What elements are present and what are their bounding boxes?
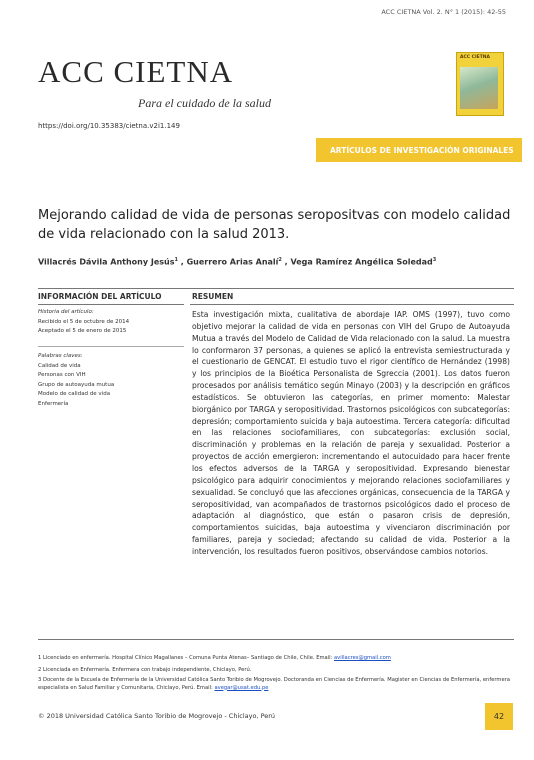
abstract-heading-rule bbox=[190, 304, 514, 305]
accepted-date: Aceptado el 5 de enero de 2015 bbox=[38, 328, 127, 334]
doi-link[interactable]: https://doi.org/10.35383/cietna.v2i1.149 bbox=[38, 122, 180, 130]
author-affiliation-mark: 2 bbox=[278, 257, 282, 263]
received-date: Recibido el 5 de octubre de 2014 bbox=[38, 318, 130, 325]
author-name: Villacrés Dávila Anthony Jesús bbox=[38, 257, 175, 267]
article-history bbox=[38, 308, 184, 337]
section-banner: ARTÍCULOS DE INVESTIGACIÓN ORIGINALES bbox=[316, 138, 522, 162]
keyword: Enfermería bbox=[38, 400, 69, 407]
keywords-block bbox=[38, 352, 184, 409]
keywords-label: Palabras claves: bbox=[38, 353, 83, 359]
author-affiliation-mark: 1 bbox=[174, 257, 178, 263]
info-heading: INFORMACIÓN DEL ARTÍCULO bbox=[38, 292, 162, 301]
abstract-heading: RESUMEN bbox=[192, 292, 234, 301]
author-list: Villacrés Dávila Anthony Jesús$^1$ , Guerrero Arias Analí$^2$ , Vega Ramírez Angélica Soledad$^3$ bbox=[38, 257, 437, 267]
cover-artwork bbox=[460, 67, 498, 109]
keyword: Personas con VIH bbox=[38, 372, 86, 378]
journal-masthead: ACC CIETNA bbox=[38, 54, 234, 89]
author-name: Vega Ramírez Angélica Soledad bbox=[290, 257, 433, 267]
article-title: Mejorando calidad de vida de personas seropositvas con modelo calidad de vida relacionado con la salud 2013. bbox=[38, 208, 511, 242]
email-link[interactable]: avegar@usat.edu.pe bbox=[214, 684, 269, 691]
copyright-notice: © 2018 Universidad Católica Santo Toribio de Mogrovejo - Chiclayo, Perú bbox=[38, 712, 276, 720]
keyword: Grupo de autoayuda mutua bbox=[38, 381, 115, 388]
keyword: Calidad de vida bbox=[38, 362, 81, 369]
footnote-2: 2 Licenciada en Enfermería. Enfermera con trabajo independiente, Chiclayo, Perú. bbox=[38, 667, 252, 673]
cover-title: ACC CIETNA bbox=[460, 55, 491, 60]
table-top-rule bbox=[38, 288, 514, 289]
history-label: Historia del artículo: bbox=[38, 309, 94, 315]
info-heading-rule bbox=[38, 304, 184, 305]
journal-cover-thumbnail bbox=[456, 52, 504, 116]
page-number: 42 bbox=[485, 703, 513, 730]
author-affiliation-mark: 3 bbox=[432, 257, 437, 263]
keyword: Modelo de calidad de vida bbox=[38, 391, 111, 397]
author-name: Guerrero Arias Analí bbox=[186, 257, 279, 267]
email-link[interactable]: avillacres@gmail.com bbox=[333, 655, 391, 661]
footnote-3: 3 Docente de la Escuela de Enfermería de la Universidad Católica Santo Toribio de Mogrovejo. Doctoranda en Ciencias de Enfermería. Magister en Ciencias de Enfermería, enfermera especialista en Salud Familiar y Comunitaria, Chiclayo, Perú. Email: avegar@usat.edu.pe bbox=[38, 677, 510, 691]
history-rule bbox=[38, 346, 184, 347]
journal-slogan: Para el cuidado de la salud bbox=[138, 96, 271, 110]
journal-reference: ACC CIETNA Vol. 2. N° 1 (2015): 42-55 bbox=[381, 8, 506, 16]
table-bottom-rule bbox=[38, 639, 514, 640]
abstract-text: Esta investigación mixta, cualitativa de abordaje IAP. OMS (1997), tuvo como objetivo mejorar la calidad de vida en personas con VIH del Grupo de Autoayuda Mutua a través del Modelo de Calidad de Vida relacionado con la salud. La muestra lo conformaron 37 personas, a quienes se aplicó la entrevista semiestructurada y el cuestionario de GENCAT. El estudio tuvo el rigor científico de Hernández (1998) y los principios de la Bioética Personalista de Sgreccia (2001). Los datos fueron procesados por análisis temático según Minayo (2003) y la descripción en gráficos estadísticos. Se obtuvieron las categorías, en primer momento: Malestar biorgánico por TARGA y seropositividad. Trastornos psicológicos con subcategorías: depresión; comportamiento suicida y baja autoestima. Tercera categoría: dificultad en las relaciones sociofamiliares, con subcategorías: exclusión social, discriminación y problemas en la relación de pareja y sexualidad. Posterior a proyectos de acción emergieron: incrementando el autocuidado para hacer frente los efectos adversos de la TARGA y seropositividad. Expresando bienestar psicológico para adquirir conocimientos y mejorando relaciones sociofamiliares y sexualidad. Se concluyó que las afecciones orgánicas, consecuencia de la TARGA y seropositividad, van acompañados de trastornos psicológicos dado el proceso de adaptación al diagnóstico, que están o pasaron crisis de depresión, comportamientos suicidas, baja autoestima y vivenciaron discriminación por familiares, pareja y sociedad; afectando su calidad de vida. Posterior a la intervención, los resultados fueron positivos, observándose cambios notorios. bbox=[192, 310, 510, 556]
footnote-1: 1 Licenciado en enfermería. Hospital Clínico Magallanes – Comuna Punta Atenas– Santiago de Chile, Chile. Email: avillacres@gmail.com bbox=[38, 655, 391, 661]
